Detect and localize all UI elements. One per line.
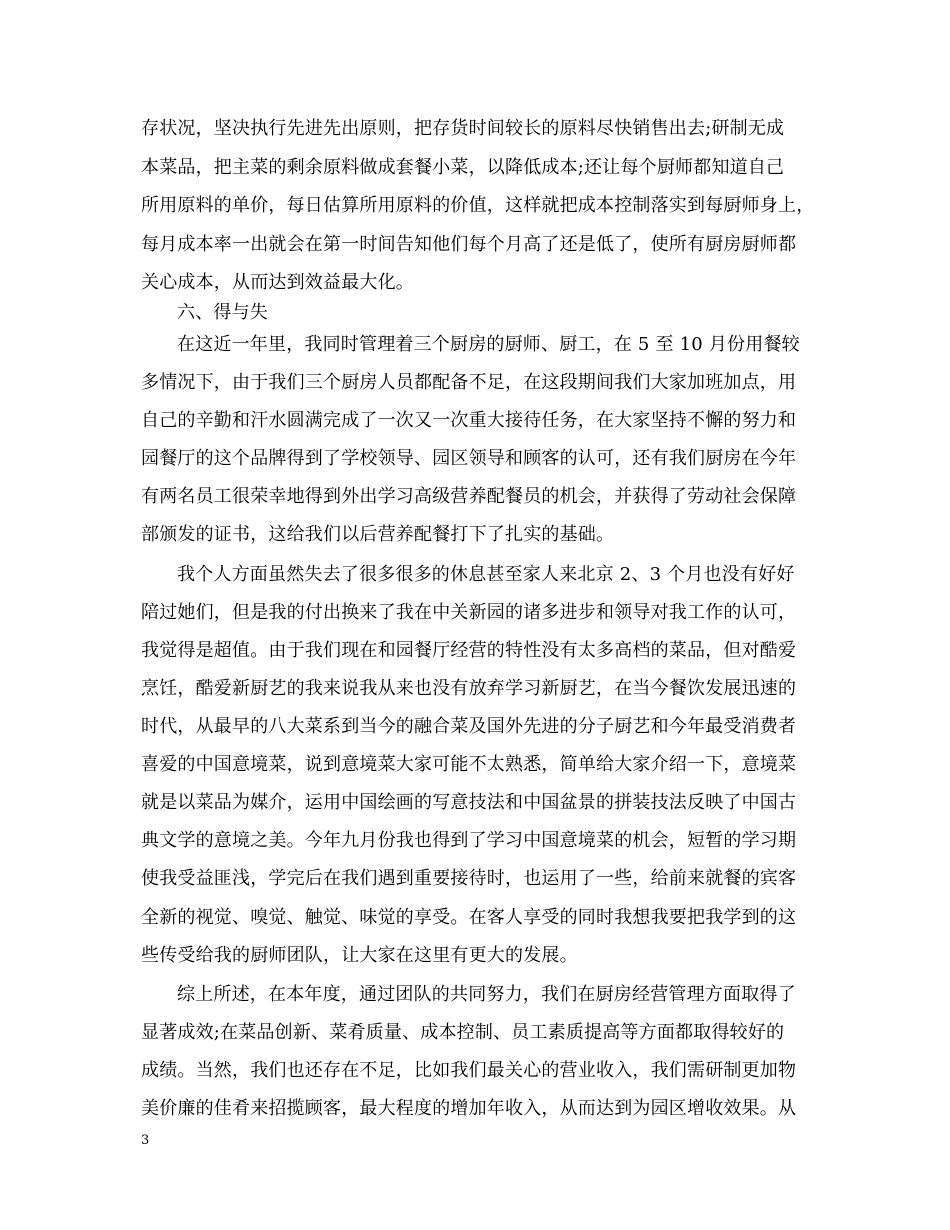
text-line: 时代，从最早的八大菜系到当今的融合菜及国外先进的分子厨艺和今年最受消费者 xyxy=(141,716,797,737)
section-heading: 六、得与失 xyxy=(177,302,268,323)
text-line: 有两名员工很荣幸地得到外出学习高级营养配餐员的机会，并获得了劳动社会保障 xyxy=(141,486,797,507)
text-line: 部颁发的证书，这给我们以后营养配餐打下了扎实的基础。 xyxy=(141,524,615,545)
text-line: 使我受益匪浅，学完后在我们遇到重要接待时，也运用了一些，给前来就餐的宾客 xyxy=(141,868,797,889)
text-line: 关心成本，从而达到效益最大化。 xyxy=(141,272,414,293)
text-line: 陪过她们，但是我的付出换来了我在中关新园的诸多进步和领导对我工作的认可， xyxy=(141,602,797,623)
text-line: 显著成效;在菜品创新、菜肴质量、成本控制、员工素质提高等方面都取得较好的 xyxy=(141,1022,785,1043)
text-line: 每月成本率一出就会在第一时间告知他们每个月高了还是低了，使所有厨房厨师都 xyxy=(141,234,797,255)
text-line: 烹饪，酷爱新厨艺的我来说我从来也没有放弃学习新厨艺，在当今餐饮发展迅速的 xyxy=(141,678,797,699)
text-line: 我觉得是超值。由于我们现在和园餐厅经营的特性没有太多高档的菜品，但对酷爱 xyxy=(141,640,797,661)
text-line: 就是以菜品为媒介，运用中国绘画的写意技法和中国盆景的拼装技法反映了中国古 xyxy=(141,792,797,813)
text-line: 本菜品，把主菜的剩余原料做成套餐小菜，以降低成本;还让每个厨师都知道自己 xyxy=(141,157,785,178)
page-number: 3 xyxy=(141,1133,150,1148)
text-line: 存状况，坚决执行先进先出原则，把存货时间较长的原料尽快销售出去;研制无成 xyxy=(141,118,785,139)
text-line: 多情况下，由于我们三个厨房人员都配备不足，在这段期间我们大家加班加点，用 xyxy=(141,372,797,393)
text-line: 美价廉的佳肴来招揽顾客，最大程度的增加年收入，从而达到为园区增收效果。从 xyxy=(141,1098,797,1119)
text-line: 自己的辛勤和汗水圆满完成了一次又一次重大接待任务，在大家坚持不懈的努力和 xyxy=(141,410,797,431)
text-line: 喜爱的中国意境菜，说到意境菜大家可能不太熟悉，简单给大家介绍一下，意境菜 xyxy=(141,754,797,775)
text-line: 些传受给我的厨师团队，让大家在这里有更大的发展。 xyxy=(141,945,578,966)
text-line: 园餐厅的这个品牌得到了学校领导、园区领导和顾客的认可，还有我们厨房在今年 xyxy=(141,448,797,469)
text-line: 典文学的意境之美。今年九月份我也得到了学习中国意境菜的机会，短暂的学习期 xyxy=(141,830,797,851)
text-line: 综上所述，在本年度，通过团队的共同努力，我们在厨房经营管理方面取得了 xyxy=(177,984,796,1005)
text-line: 成绩。当然，我们也还存在不足，比如我们最关心的营业收入，我们需研制更加物 xyxy=(141,1060,797,1081)
text-line: 在这近一年里，我同时管理着三个厨房的厨师、厨工，在 5 至 10 月份用餐较 xyxy=(177,334,800,355)
text-line: 全新的视觉、嗅觉、触觉、味觉的享受。在客人享受的同时我想我要把我学到的这 xyxy=(141,907,797,928)
text-line: 所用原料的单价，每日估算所用原料的价值，这样就把成本控制落实到每厨师身上， xyxy=(141,195,815,216)
text-line: 我个人方面虽然失去了很多很多的休息甚至家人来北京 2、3 个月也没有好好 xyxy=(177,564,795,585)
